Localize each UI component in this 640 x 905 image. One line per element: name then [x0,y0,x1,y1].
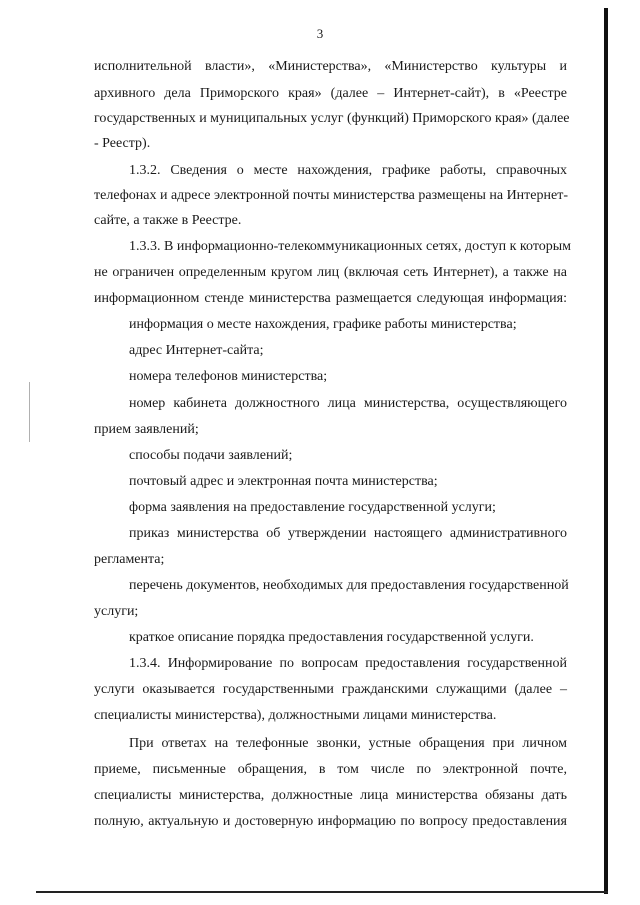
text-line: архивного дела Приморского края» (далее – Интернет-сайт), в «Реестре [94,86,567,101]
text-line: 1.3.2. Сведения о месте нахождения, графике работы, справочных [129,163,567,178]
list-item: форма заявления на предоставление государственной услуги; [129,500,496,515]
text-line: регламента; [94,552,165,567]
text-line: государственных и муниципальных услуг (функций) Приморского края» (далее [94,111,570,126]
scan-edge-bottom [36,891,608,893]
text-line: приеме, письменные обращения, в том числе по электронной почте, [94,762,567,777]
list-item: адрес Интернет-сайта; [129,343,264,358]
list-item: краткое описание порядка предоставления государственной услуги. [129,630,534,645]
text-line: прием заявлений; [94,422,199,437]
scan-edge-mark [29,382,30,442]
list-item: способы подачи заявлений; [129,448,293,463]
list-item: номера телефонов министерства; [129,369,328,384]
scan-edge-right [604,8,608,894]
text-line: услуги оказывается государственными гражданскими служащими (далее – [94,682,567,697]
text-line: полную, актуальную и достоверную информацию по вопросу предоставления [94,814,567,829]
text-line: телефонах и адресе электронной почты министерства размещены на Интернет- [94,188,568,203]
text-line: - Реестр). [94,136,151,151]
text-line: специалисты министерства, должностные лица министерства обязаны дать [94,788,567,803]
text-line: сайте, а также в Реестре. [94,213,242,228]
text-line: информационном стенде министерства размещается следующая информация: [94,291,567,306]
text-line: не ограничен определенным кругом лиц (включая сеть Интернет), а также на [94,265,567,280]
page-number: 3 [316,26,324,41]
text-line: специалисты министерства), должностными лицами министерства. [94,708,497,723]
text-line: исполнительной власти», «Министерства», «Министерство культуры и [94,59,567,74]
text-line: услуги; [94,604,139,619]
text-line: 1.3.4. Информирование по вопросам предоставления государственной [129,656,567,671]
text-line: При ответах на телефонные звонки, устные обращения при личном [129,736,567,751]
list-item: почтовый адрес и электронная почта министерства; [129,474,438,489]
list-item: информация о месте нахождения, графике работы министерства; [129,317,517,332]
list-item: перечень документов, необходимых для предоставления государственной [129,578,569,593]
list-item: приказ министерства об утверждении настоящего административного [129,526,567,541]
text-line: 1.3.3. В информационно-телекоммуникационных сетях, доступ к которым [129,239,572,254]
list-item: номер кабинета должностного лица министерства, осуществляющего [129,396,567,411]
